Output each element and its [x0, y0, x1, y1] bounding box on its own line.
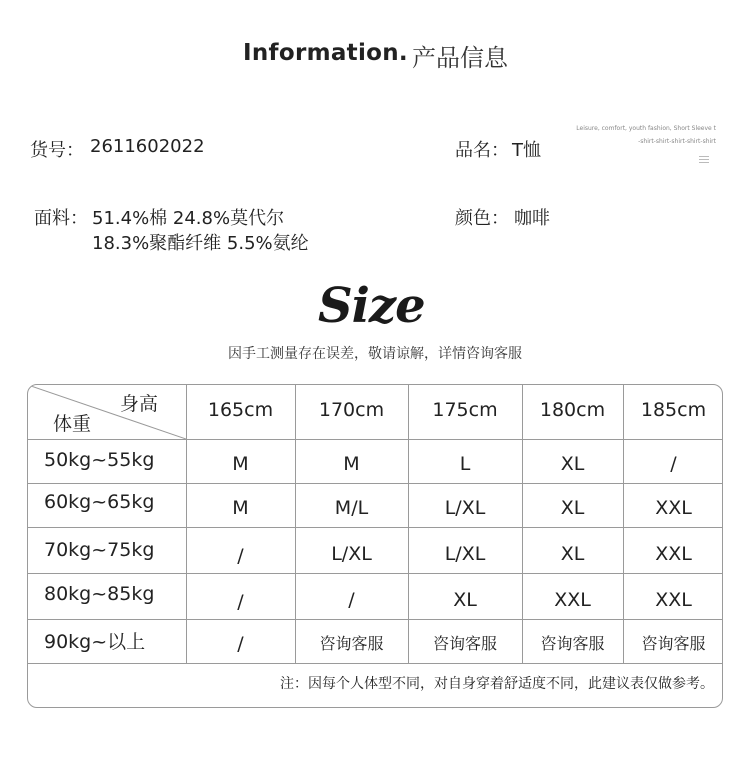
size-cell: L/XL	[331, 543, 372, 565]
size-cell: L/XL	[444, 543, 486, 565]
size-cell: 咨询客服	[540, 634, 605, 653]
size-table	[27, 384, 723, 708]
size-cell: M	[232, 497, 249, 519]
grid-line	[186, 385, 187, 663]
height-header: 175cm	[432, 399, 498, 421]
size-cell: 咨询客服	[432, 634, 497, 653]
corner-height-label: 身高	[120, 393, 159, 415]
size-cell: M	[343, 453, 360, 475]
grid-line	[28, 663, 722, 664]
grid-line	[295, 385, 296, 663]
grid-line	[28, 483, 722, 484]
size-cell: 咨询客服	[641, 634, 706, 653]
grid-line	[28, 619, 722, 620]
size-cell: L	[459, 453, 471, 475]
color-label: 颜色：	[455, 208, 509, 229]
weight-label: 90kg~以上	[44, 631, 146, 653]
tagline-note	[560, 122, 716, 148]
tagline-line1: Leisure, comfort, youth fashion, Short Sleeve t	[576, 125, 716, 132]
color-value: 咖啡	[514, 208, 550, 229]
height-header: 165cm	[207, 399, 274, 421]
size-cell: L/XL	[444, 497, 486, 519]
grid-line	[623, 385, 624, 663]
grid-line	[28, 439, 722, 440]
title-english: Information.	[243, 40, 408, 66]
menu-icon	[699, 155, 709, 165]
table-note: 注：因每个人体型不同，对自身穿着舒适度不同，此建议表仅做参考。	[280, 676, 714, 692]
size-cell: /	[670, 453, 677, 475]
size-cell: /	[237, 633, 244, 655]
article-number-label: 货号：	[30, 140, 84, 161]
corner-weight-label: 体重	[53, 413, 92, 435]
size-cell: /	[348, 589, 355, 611]
size-cell: XL	[560, 543, 585, 565]
product-name-label: 品名：	[455, 140, 509, 161]
fabric-value-line1: 51.4%棉 24.8%莫代尔	[92, 208, 285, 229]
grid-line	[408, 385, 409, 663]
product-name-value: T恤	[512, 140, 541, 161]
height-header: 170cm	[318, 399, 385, 421]
weight-label: 60kg~65kg	[44, 491, 155, 513]
size-cell: XXL	[655, 589, 692, 611]
size-cell: M/L	[334, 497, 369, 519]
weight-label: 70kg~75kg	[44, 539, 155, 561]
height-header: 185cm	[640, 399, 707, 421]
fabric-label: 面料：	[34, 208, 88, 229]
size-cell: 咨询客服	[319, 634, 384, 653]
size-cell: XL	[560, 453, 585, 475]
size-cell: M	[232, 453, 249, 475]
size-cell: XXL	[554, 589, 591, 611]
size-subtitle: 因手工测量存在误差，敬请谅解，详情咨询客服	[228, 346, 522, 362]
title-chinese: 产品信息	[412, 44, 508, 72]
size-cell: XL	[453, 589, 477, 611]
size-cell: XXL	[655, 543, 692, 565]
grid-line	[28, 527, 722, 528]
weight-label: 80kg~85kg	[44, 583, 155, 605]
size-cell: XXL	[655, 497, 692, 519]
weight-label: 50kg~55kg	[44, 449, 155, 471]
size-title: Size	[318, 278, 425, 334]
article-number-value: 2611602022	[90, 136, 205, 157]
size-cell: /	[237, 591, 244, 613]
grid-line	[522, 385, 523, 663]
size-cell: /	[237, 545, 244, 567]
corner-diagonal-line	[28, 385, 186, 439]
tagline-line2: -shirt-shirt-shirt-shirt-shirt	[638, 138, 716, 145]
grid-line	[28, 573, 722, 574]
height-header: 180cm	[539, 399, 606, 421]
size-cell: XL	[560, 497, 585, 519]
fabric-value-line2: 18.3%聚酯纤维 5.5%氨纶	[92, 233, 309, 254]
